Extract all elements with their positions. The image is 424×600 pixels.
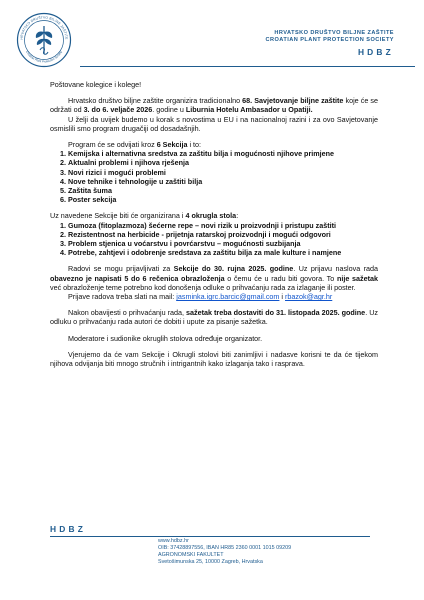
greeting: Poštovane kolegice i kolege!	[50, 80, 142, 89]
society-logo	[16, 12, 72, 68]
footer-divider	[50, 536, 370, 537]
sections-intro: Program će se odvijati kroz 6 Sekcija i to:	[68, 140, 202, 150]
list-item: 4. Potrebe, zahtjevi i odobrenje sredstava za zaštitu bilja za male kulture i namjene	[68, 248, 378, 257]
org-header	[266, 30, 395, 57]
footer-faculty: AGRONOMSKI FAKULTET	[158, 552, 224, 558]
intro-paragraph: Hrvatsko društvo biljne zaštite organizira tradicionalno 68. Savjetovanje biljne zaštite koje će se održati od 3. do 6. veljače 2026. godine u Liburnia Hotelu Ambasador u Opatiji.	[50, 96, 378, 115]
sections-list	[50, 149, 378, 204]
list-item: 1. Kemijska i alternativna sredstva za zaštitu bilja i mogućnosti njihove primjene	[68, 149, 378, 158]
svg-text:HRVATSKO DRUŠTVO BILJNE ZAŠTIT: HRVATSKO DRUŠTVO BILJNE ZAŠTITE	[19, 15, 69, 40]
footer-info	[158, 538, 291, 566]
footer-website[interactable]: www.hdbz.hr	[158, 538, 189, 544]
footer-abbr: HDBZ	[50, 524, 87, 534]
email-link-1[interactable]: jasminka.igrc.barcic@gmail.com	[176, 292, 280, 302]
intro-paragraph-2: U želji da uvijek budemo u korak s novostima u EU i na nacionalnoj razini i za ovo Savjetovanje osmislili smo program drugačiji od dosadašnjih.	[50, 114, 378, 133]
footer-address: Svetošimunska 25, 10000 Zagreb, Hrvatska	[158, 559, 263, 565]
email-link-2[interactable]: rbazok@agr.hr	[285, 292, 333, 302]
moderators-paragraph: Moderatore i sudionike okruglih stolova određuje organizator.	[68, 333, 263, 343]
closing-paragraph: Vjerujemo da će vam Sekcije i Okrugli stolovi biti zanimljivi i nadasve korisni te da će tijekom njihova odvijanja biti mnogo stručnih i intrigantnih kako izlaganja tako i rasprava.	[50, 349, 378, 369]
list-item: 2. Rezistentnost na herbicide - prijetnja ratarskoj proizvodnji i mogući odgovori	[68, 230, 378, 239]
abstract-paragraph: Nakon obavijesti o prihvaćanju rada, sažetak treba dostaviti do 31. listopada 2025. godine. Uz odluku o prihvaćanju rada autori će dobiti i upute za pisanje sažetka.	[50, 308, 378, 327]
list-item: 5. Zaštita šuma	[68, 186, 378, 195]
list-item: 3. Novi rizici i mogući problemi	[68, 168, 378, 177]
org-name-en: CROATIAN PLANT PROTECTION SOCIETY	[265, 37, 394, 44]
list-item: 1. Gumoza (fitoplazmoza) šećerne repe – novi rizik u proizvodnji i pristupu zaštiti	[68, 221, 378, 230]
header-divider	[80, 66, 415, 67]
submission-contacts: Prijave radova treba slati na mail: jasminka.igrc.barcic@gmail.com i rbazok@agr.hr	[68, 292, 333, 302]
list-item: 6. Poster sekcija	[68, 195, 378, 204]
org-abbr: HDBZ	[357, 47, 394, 58]
list-item: 2. Aktualni problemi i njihova rješenja	[68, 158, 378, 167]
footer-ids: OIB: 37428897556, IBAN HR85 2360 0001 1015 09209	[158, 545, 292, 551]
footer-brand	[50, 524, 86, 534]
letter-body	[50, 80, 378, 368]
list-item: 4. Nove tehnike i tehnologije u zaštiti bilja	[68, 177, 378, 186]
svg-text:Croatian Plant Protection Soci: Croatian Plant Protection Society	[24, 50, 64, 64]
round-tables-list	[50, 221, 378, 258]
round-tables-intro: Uz navedene Sekcije biti će organizirana i 4 okrugla stola:	[50, 211, 239, 221]
submission-paragraph: Radovi se mogu prijavljivati za Sekcije do 30. rujna 2025. godine. Uz prijavu naslova rada obavezno je napisati 5 do 6 rečenica obrazloženja o čemu će u radu biti govora. To nije sažetak već obrazloženje teme potrebno kod donošenja odluke o prihvaćanju rada za izlaganje ili poster.	[50, 264, 379, 292]
list-item: 3. Problem stjenica u voćarstvu i povrćarstvu – mogućnosti suzbijanja	[68, 239, 378, 248]
org-name-hr: HRVATSKO DRUŠTVO BILJNE ZAŠTITE	[274, 30, 394, 36]
